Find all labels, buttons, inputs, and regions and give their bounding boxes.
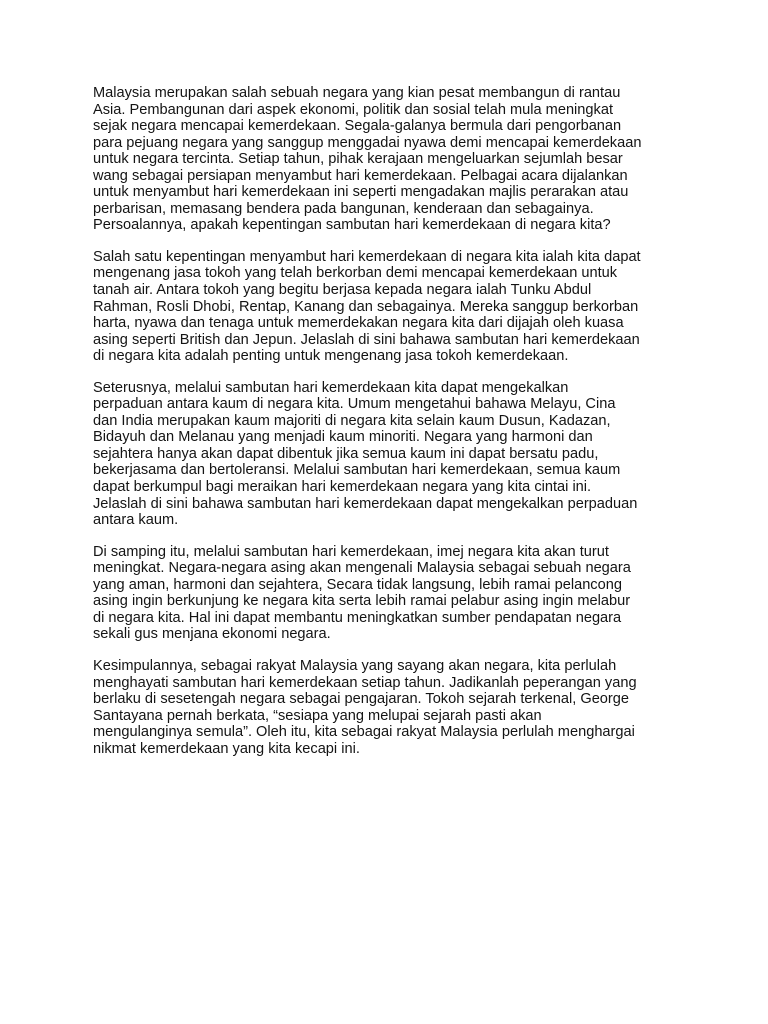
paragraph-point-two: Seterusnya, melalui sambutan hari kemerdekaan kita dapat mengekalkan perpaduan antara kaum di negara kita. Umum mengetahui bahawa Melayu, Cina dan India merupakan kaum majoriti di negara kita selain kaum Dusun, Kadazan, Bidayuh dan Melanau yang menjadi kaum minoriti. Negara yang harmoni dan sejahtera hanya akan dapat dibentuk jika semua kaum ini dapat bersatu padu, bekerjasama dan bertoleransi. Melalui sambutan hari kemerdekaan, semua kaum dapat berkumpul bagi meraikan hari kemerdekaan negara yang kita cintai ini. Jelaslah di sini bahawa sambutan hari kemerdekaan dapat mengekalkan perpaduan antara kaum.	[93, 379, 638, 529]
essay-body	[93, 85, 683, 772]
paragraph-introduction: Malaysia merupakan salah sebuah negara yang kian pesat membangun di rantau Asia. Pembangunan dari aspek ekonomi, politik dan sosial telah mula meningkat sejak negara mencapai kemerdekaan. Segala-galanya bermula dari pengorbanan para pejuang negara yang sanggup menggadai nyawa demi mencapai kemerdekaan untuk negara tercinta. Setiap tahun, pihak kerajaan mengeluarkan sejumlah besar wang sebagai persiapan menyambut hari kemerdekaan. Pelbagai acara dijalankan untuk menyambut hari kemerdekaan ini seperti mengadakan majlis perarakan atau perbarisan, memasang bendera pada bangunan, kenderaan dan sebagainya. Persoalannya, apakah kepentingan sambutan hari kemerdekaan di negara kita?	[93, 85, 642, 234]
paragraph-point-one: Salah satu kepentingan menyambut hari kemerdekaan di negara kita ialah kita dapat mengenang jasa tokoh yang telah berkorban demi mencapai kemerdekaan untuk tanah air. Antara tokoh yang begitu berjasa kepada negara ialah Tunku Abdul Rahman, Rosli Dhobi, Rentap, Kanang dan sebagainya. Mereka sanggup berkorban harta, nyawa dan tenaga untuk memerdekakan negara kita dari dijajah oleh kuasa asing seperti British dan Jepun. Jelaslah di sini bahawa sambutan hari kemerdekaan di negara kita adalah penting untuk mengenang jasa tokoh kemerdekaan.	[93, 248, 641, 365]
paragraph-conclusion: Kesimpulannya, sebagai rakyat Malaysia yang sayang akan negara, kita perlulah menghayati sambutan hari kemerdekaan setiap tahun. Jadikanlah peperangan yang berlaku di sesetengah negara sebagai pengajaran. Tokoh sejarah terkenal, George Santayana pernah berkata, “sesiapa yang melupai sejarah pasti akan mengulanginya semula”. Oleh itu, kita sebagai rakyat Malaysia perlulah menghargai nikmat kemerdekaan yang kita kecapi ini.	[93, 657, 637, 757]
paragraph-point-three: Di samping itu, melalui sambutan hari kemerdekaan, imej negara kita akan turut meningkat. Negara-negara asing akan mengenali Malaysia sebagai sebuah negara yang aman, harmoni dan sejahtera, Secara tidak langsung, lebih ramai pelancong asing ingin berkunjung ke negara kita serta lebih ramai pelabur asing ingin melabur di negara kita. Hal ini dapat membantu meningkatkan sumber pendapatan negara sekali gus menjana ekonomi negara.	[93, 543, 631, 643]
